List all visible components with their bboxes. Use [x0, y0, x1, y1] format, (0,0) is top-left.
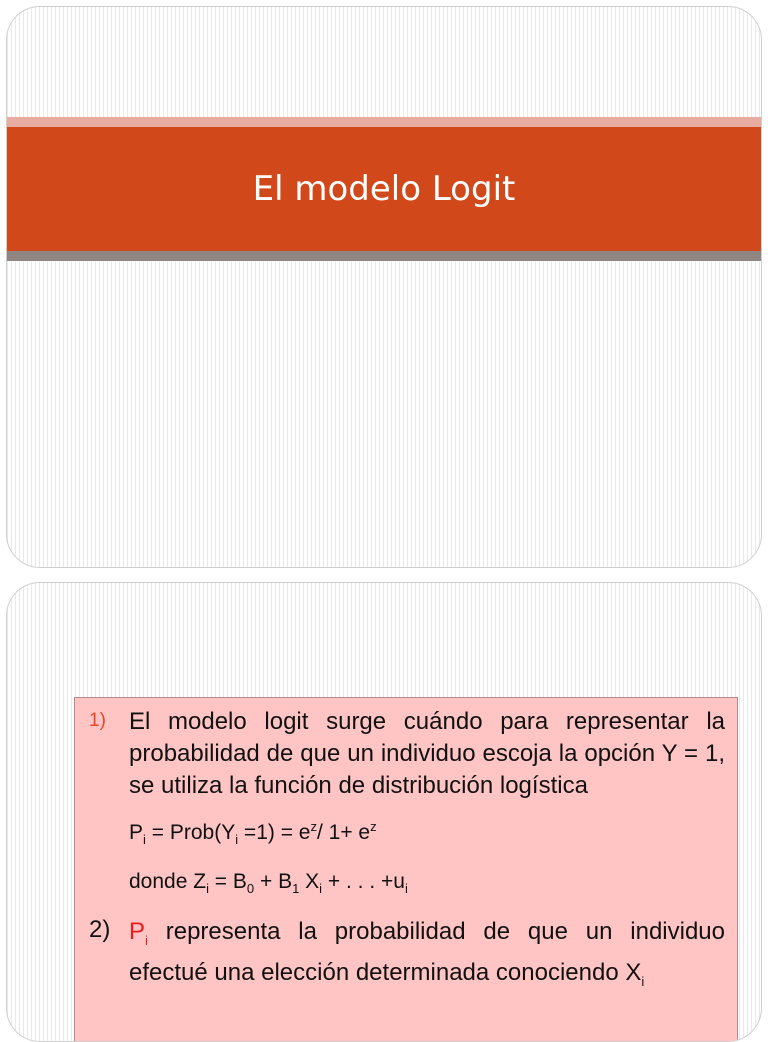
- formula-prob: = Prob(Y: [145, 821, 236, 844]
- title-band: [7, 127, 761, 251]
- p-sub: i: [145, 933, 148, 949]
- x: X: [299, 870, 320, 894]
- slide-title: El modelo Logit: [252, 169, 516, 209]
- x-sub-2: i: [641, 973, 645, 989]
- z-sub: i: [206, 881, 209, 897]
- list-number-2: 2): [89, 916, 111, 944]
- formula-p-sub: i: [143, 832, 146, 848]
- b1: + B: [254, 870, 293, 894]
- u-sub: i: [404, 881, 408, 897]
- formula-rest: =1) = e: [238, 821, 311, 844]
- formula-exp-1: z: [310, 819, 317, 834]
- formula-p: P: [129, 821, 144, 844]
- title-band-bottom-stripe: [7, 251, 761, 261]
- formula-exp-2: z: [370, 819, 377, 834]
- b0: = B: [208, 870, 247, 894]
- probability-formula: [129, 814, 725, 853]
- title-band-top-stripe: [7, 117, 761, 127]
- content-box: [74, 697, 738, 1042]
- list-item-1: [89, 706, 725, 802]
- list-item-1-text: El modelo logit surge cuándo para representar la probabilidad de que un individuo escoja la opción Y = 1, se utiliza la función de distribución logística: [129, 708, 725, 799]
- formula-denominator: / 1+ e: [316, 821, 371, 844]
- slide-2: [6, 582, 762, 1042]
- p-letter: P: [129, 918, 146, 946]
- item-2-body: representa la probabilidad de que un individuo efectué una elección determinada conociendo X: [129, 918, 725, 987]
- slide-1: [6, 6, 762, 568]
- list-item-2: [89, 916, 725, 998]
- z-definition-formula: [129, 869, 725, 902]
- b0-sub: 0: [246, 881, 255, 897]
- tail: + . . . +u: [322, 870, 405, 894]
- b1-sub: 1: [292, 881, 300, 897]
- list-number-1: 1): [89, 710, 106, 731]
- x-sub: i: [319, 881, 323, 897]
- z-prefix: donde Z: [129, 870, 207, 894]
- p-highlight: [129, 918, 148, 949]
- list-item-2-text: [129, 916, 725, 998]
- formula-y-sub: i: [235, 832, 239, 848]
